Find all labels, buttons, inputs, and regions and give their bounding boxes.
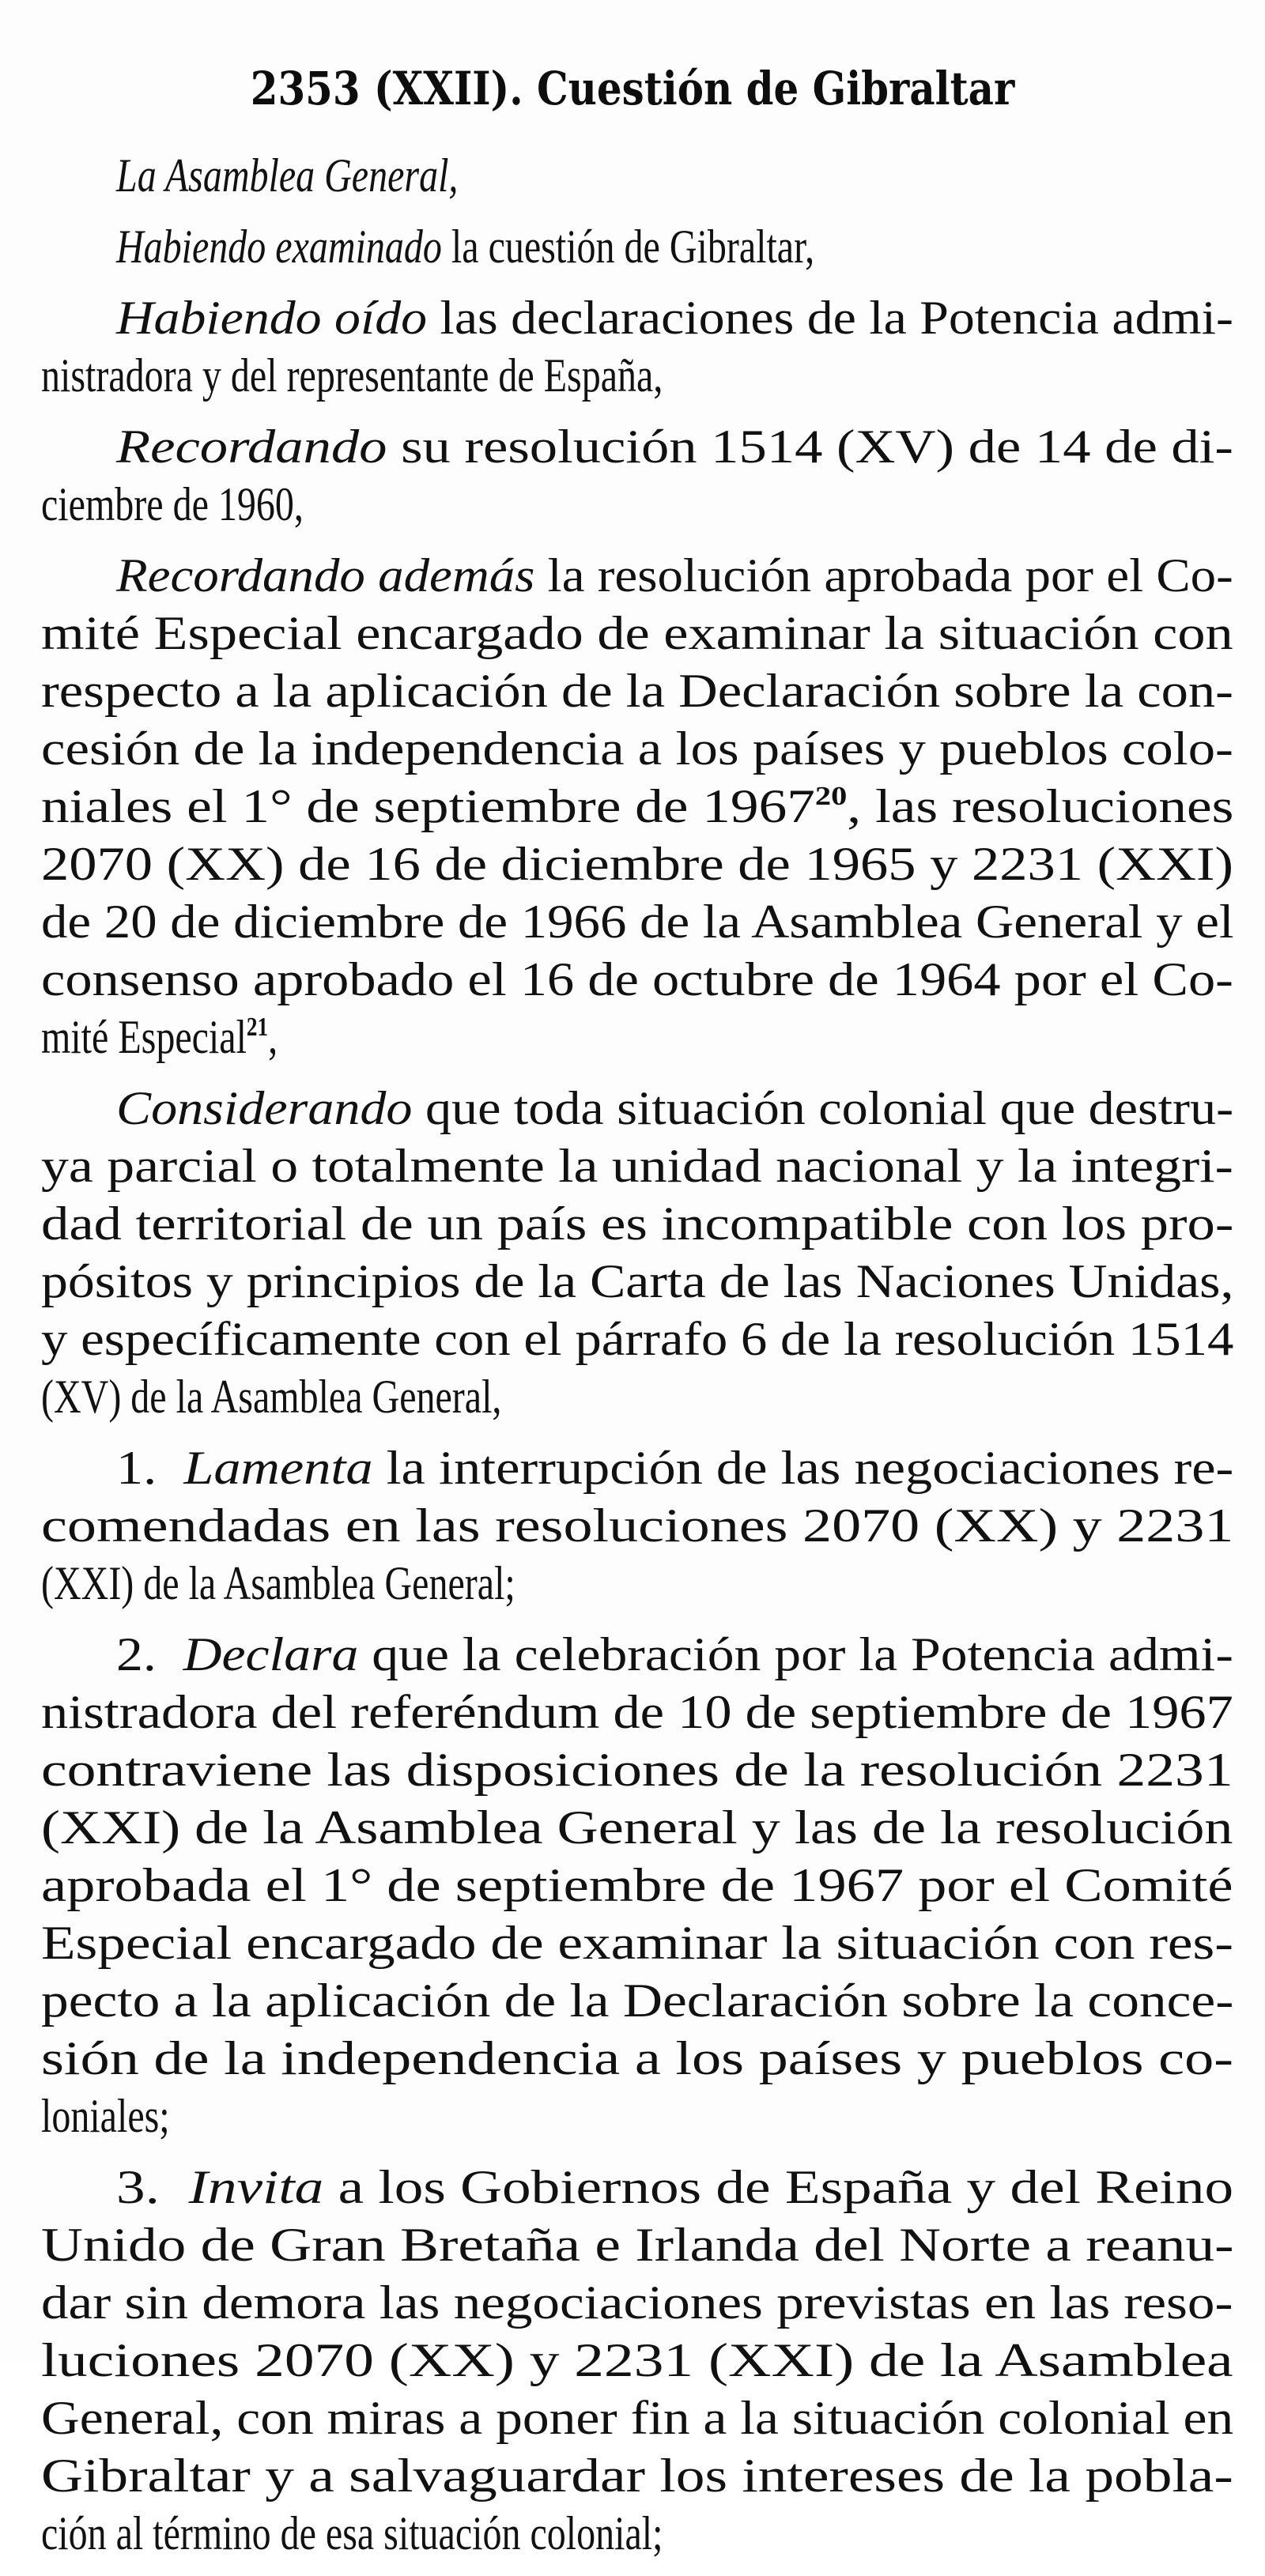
italic-lead-phrase: Recordando [116,421,387,473]
text-segment: niales el 1° de septiembre de 1967 [41,780,815,832]
text-line [41,1626,1233,1684]
text-segment: aprobada el 1° de septiembre de 1967 por el Comité [41,1859,1233,1911]
text-line [41,1080,1233,1137]
text-line [41,1253,1233,1311]
text-segment: pecto a la aplicación de la Declaración sobre la conce- [41,1974,1234,2027]
text-line [41,951,1233,1009]
text-segment: la interrupción de las negociaciones re- [372,1442,1234,1494]
paragraph-operative-2 [41,1626,1233,2145]
text-segment: Gibraltar y a salvaguardar los intereses de la pobla- [41,2450,1233,2502]
text-line [41,1914,1233,1972]
text-line [41,1195,1233,1253]
italic-lead-phrase: Habiendo examinado [116,221,442,273]
text-line [41,2505,1233,2563]
paragraph-habiendo-oido [41,289,1233,405]
text-segment: 2070 (XX) de 16 de diciembre de 1965 y 2231 (XXI) [41,838,1233,890]
text-segment: mité Especial [41,1011,247,1063]
text-segment: (XXI) de la Asamblea General y las de la resolución [41,1801,1233,1854]
paragraph-operative-1 [41,1439,1233,1612]
text-line [41,2332,1233,2389]
italic-lead-phrase: La Asamblea General, [116,149,459,202]
text-line [41,1857,1233,1914]
text-line [41,1972,1233,2030]
text-segment: 3. [116,2161,189,2213]
text-segment: , las resoluciones [847,780,1234,832]
text-segment: ciembre de 1960, [41,478,304,530]
text-line [41,2274,1233,2332]
text-segment: 1. [116,1442,184,1494]
text-line [41,835,1233,893]
text-segment: a los Gobiernos de España y del Reino [323,2161,1234,2213]
text-line [41,347,1233,405]
text-line [41,1684,1233,1741]
text-segment: que toda situación colonial que destru- [412,1082,1234,1134]
text-segment: General, con miras a poner fin a la situación colonial en [41,2392,1234,2444]
text-line [41,1368,1233,1426]
text-segment: de 20 de diciembre de 1966 de la Asamblea General y el [41,896,1234,948]
text-segment: (XXI) de la Asamblea General; [41,1557,515,1609]
text-line [41,2216,1233,2274]
text-segment: ción al término de esa situación colonial; [41,2507,663,2559]
text-segment: que la celebración por la Potencia admi- [358,1628,1233,1680]
text-line [41,1439,1233,1497]
text-line [41,289,1233,347]
text-segment: las declaraciones de la Potencia admi- [427,292,1233,344]
text-segment: comendadas en las resoluciones 2070 (XX) y 2231 [41,1499,1234,1552]
text-segment: nistradora del referéndum de 10 de septiembre de 1967 [41,1686,1233,1738]
italic-lead-phrase: Lamenta [183,1442,373,1494]
text-segment: respecto a la aplicación de la Declaración sobre la con- [41,665,1233,717]
text-segment: Especial encargado de examinar la situación con res- [41,1917,1233,1969]
text-segment: luciones 2070 (XX) y 2231 (XXI) de la Asamblea [41,2334,1233,2386]
text-segment: pósitos y principios de la Carta de las Naciones Unidas, [41,1255,1234,1307]
paragraph-preamble-opening [41,147,1233,205]
paragraph-operative-3 [41,2159,1233,2563]
text-segment: loniales; [41,2090,170,2142]
text-segment: su resolución 1514 (XV) de 14 de di- [387,421,1233,473]
text-line [41,1741,1233,1799]
paragraph-recordando [41,418,1233,534]
text-segment: mité Especial encargado de examinar la situación con [41,607,1233,659]
text-segment: nistradora y del representante de España, [41,349,663,402]
text-segment: la resolución aprobada por el Co- [534,549,1233,602]
text-segment: ya parcial o totalmente la unidad nacional y la integri- [41,1140,1233,1192]
text-segment: Unido de Gran Bretaña e Irlanda del Norte a reanu- [41,2219,1234,2271]
resolution-body [41,147,1233,2576]
text-line [41,547,1233,605]
text-line [41,778,1233,835]
text-line [41,1009,1233,1066]
text-segment: sión de la independencia a los países y pueblos co- [41,2032,1233,2084]
text-line [41,1137,1233,1195]
text-line [41,2389,1233,2447]
italic-lead-phrase: Recordando además [116,549,535,602]
text-line [41,1497,1233,1555]
resolution-title: 2353 (XXII). Cuestión de Gibraltar [250,62,1015,115]
text-line [41,1799,1233,1857]
text-line [41,720,1233,778]
text-line [41,2447,1233,2505]
text-line [41,1311,1233,1368]
text-line [41,662,1233,720]
italic-lead-phrase: Habiendo oído [116,292,428,344]
text-line [41,2030,1233,2088]
text-segment: dar sin demora las negociaciones previstas en las reso- [41,2276,1233,2329]
text-segment: consenso aprobado el 16 de octubre de 1964 por el Co- [41,953,1233,1005]
text-segment: 2. [116,1628,183,1680]
text-segment: , [268,1011,278,1063]
text-segment: (XV) de la Asamblea General, [41,1371,502,1423]
paragraph-habiendo-examinado [41,218,1233,276]
footnote-reference: 20 [814,782,848,811]
paragraph-recordando-ademas [41,547,1233,1066]
text-segment: dad territorial de un país es incompatible con los pro- [41,1197,1234,1250]
text-line [41,476,1233,534]
italic-lead-phrase: Declara [183,1628,359,1680]
text-segment: la cuestión de Gibraltar, [441,221,815,273]
text-line [41,2088,1233,2145]
text-segment: y específicamente con el párrafo 6 de la resolución 1514 [41,1313,1234,1365]
italic-lead-phrase: Considerando [116,1082,413,1134]
italic-lead-phrase: Invita [188,2161,324,2213]
text-line [41,2159,1233,2216]
paragraph-considerando [41,1080,1233,1426]
text-segment: cesión de la independencia a los países y pueblos colo- [41,722,1233,775]
text-line [41,893,1233,951]
text-line [41,418,1233,476]
text-line [41,1555,1233,1612]
text-line [41,218,1233,276]
footnote-reference: 21 [246,1013,269,1042]
text-line [41,605,1233,662]
text-line [41,147,1233,205]
text-segment: contraviene las disposiciones de la resolución 2231 [41,1744,1233,1796]
